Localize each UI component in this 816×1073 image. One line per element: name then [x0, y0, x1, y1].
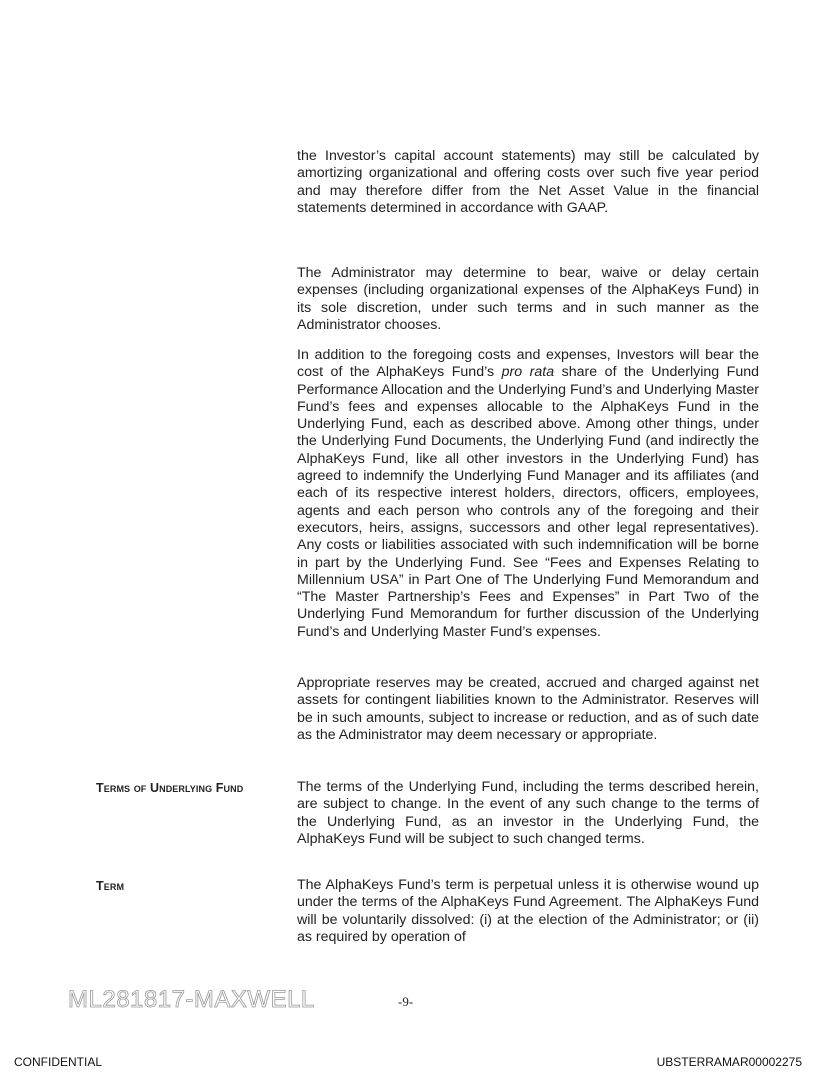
paragraph-administrator-expenses: The Administrator may determine to bear, waive or delay certain expenses (including organizational expenses of the AlphaKeys Fund) in its sole discretion, under such terms and in such manner as the Administrator chooses.	[297, 265, 759, 333]
paragraph-nav-calculation: the Investor’s capital account statements) may still be calculated by amortizing organizational and offering costs over such five year period and may therefore differ from the Net Asset Value in the financial statements determined in accordance with GAAP.	[297, 148, 759, 216]
page-number: -9-	[398, 994, 414, 1009]
confidential-label: CONFIDENTIAL	[14, 1055, 103, 1069]
paragraph-reserves: Appropriate reserves may be created, accrued and charged against net assets for contingent liabilities known to the Administrator. Reserves will be in such amounts, subject to increase or reduction, and as of such date as the Administrator may deem necessary or appropriate.	[297, 675, 759, 743]
paragraph-term: The AlphaKeys Fund’s term is perpetual unless it is otherwise wound up under the terms of the AlphaKeys Fund Agreement. The AlphaKeys Fund will be voluntarily dissolved: (i) at the election of the Administrator; or (ii) as required by operation of	[297, 877, 759, 945]
italic-text: pro rata	[501, 364, 555, 381]
watermark-stamp: ML281817-MAXWELL	[68, 986, 315, 1013]
text-run: In addition to the foregoing costs and expenses, Investors will bear the cost of the AlphaKeys Fund’s	[297, 347, 759, 381]
paragraph-investor-costs	[297, 347, 759, 641]
bates-number: UBSTERRAMAR00002275	[656, 1055, 802, 1069]
paragraph-terms-of-underlying-fund: The terms of the Underlying Fund, including the terms described herein, are subject to change. In the event of any such change to the terms of the Underlying Fund, as an investor in the Underlying Fund, the AlphaKeys Fund will be subject to such changed terms.	[297, 779, 759, 847]
text-run: share of the Underlying Fund Performance Allocation and the Underlying Fund’s and Underlying Master Fund’s fees and expenses allocable to the AlphaKeys Fund in the Underlying Fund, each as described above. Among other things, under the Underlying Fund Documents, the Underlying Fund (and indirectly the AlphaKeys Fund, like all other investors in the Underlying Fund) has agreed to indemnify the Underlying Fund Manager and its affiliates (and each of its respective interest holders, directors, officers, employees, agents and each person who controls any of the foregoing and their executors, heirs, assigns, successors and other legal representatives). Any costs or liabilities associated with such indemnification will be borne in part by the Underlying Fund. See “Fees and Expenses Relating to Millennium USA” in Part One of The Underlying Fund Memorandum and “The Master Partnership’s Fees and Expenses” in Part Two of the Underlying Fund Memorandum for further discussion of the Underlying Fund’s and Underlying Master Fund’s expenses.	[297, 364, 759, 640]
section-label-term: Term	[96, 879, 125, 893]
section-label-terms-of-underlying-fund: Terms of Underlying Fund	[96, 781, 244, 795]
